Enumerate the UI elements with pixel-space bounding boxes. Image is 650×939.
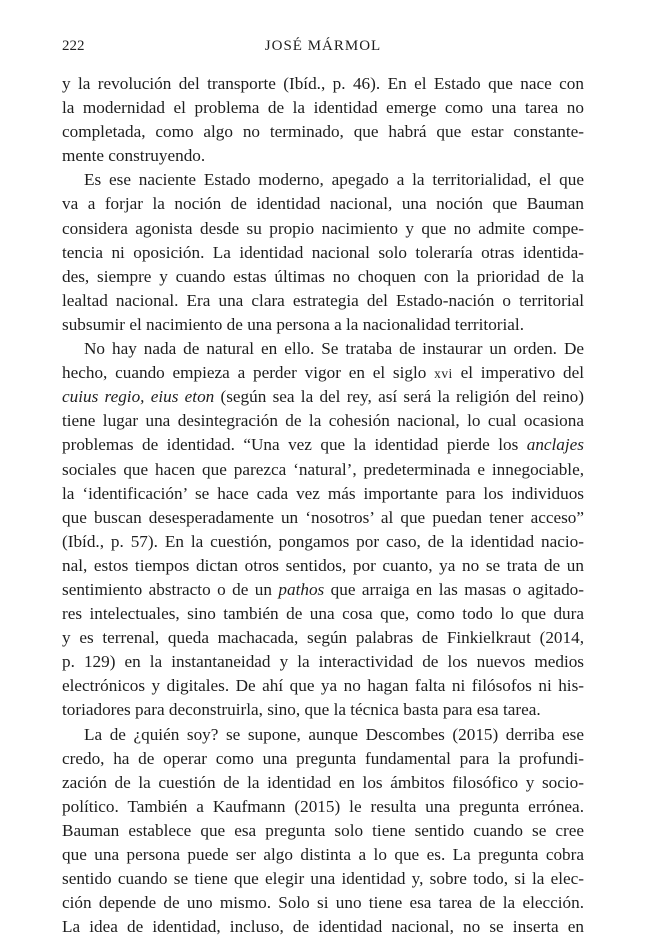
running-head-author: JOSÉ MÁRMOL bbox=[264, 38, 382, 54]
text-line: que buscan desesperadamente un ‘nosotros’ al que puedan tener acceso” bbox=[62, 507, 584, 527]
page-number: 222 bbox=[62, 38, 85, 54]
running-head bbox=[62, 36, 584, 56]
paragraph bbox=[62, 168, 584, 337]
text-line: toriadores para deconstruirla, sino, que la técnica basta para esa tarea. bbox=[62, 700, 541, 720]
text-line: completada, como algo no terminado, que habrá que estar constante- bbox=[62, 122, 584, 142]
text-line: va a forjar la noción de identidad nacional, una noción que Bauman bbox=[62, 194, 584, 214]
text-line: res intelectuales, sino también de una cosa que, como todo lo que dura bbox=[62, 604, 584, 624]
text-line: político. También a Kaufmann (2015) le resulta una pregunta errónea. bbox=[62, 796, 584, 816]
text-line: electrónicos y digitales. De ahí que ya no hagan falta ni filósofos ni his- bbox=[62, 676, 584, 696]
text-line: des, siempre y cuando estas últimas no choquen con la prioridad de la bbox=[62, 266, 584, 286]
text-line: La de ¿quién soy? se supone, aunque Descombes (2015) derriba ese bbox=[84, 724, 584, 744]
paragraph bbox=[62, 337, 584, 723]
text-line: y es terrenal, queda machacada, según palabras de Finkielkraut (2014, bbox=[62, 628, 584, 648]
body-text bbox=[62, 72, 584, 939]
text-line: Bauman establece que esa pregunta solo tiene sentido cuando se cree bbox=[62, 820, 584, 840]
text-line: Es ese naciente Estado moderno, apegado a la territorialidad, el que bbox=[84, 170, 584, 190]
text-line: subsumir el nacimiento de una persona a la nacionalidad territorial. bbox=[62, 314, 524, 334]
text-line: y la revolución del transporte (Ibíd., p. 46). En el Estado que nace con bbox=[62, 74, 584, 93]
paragraph bbox=[62, 723, 584, 939]
text-line: que una persona puede ser algo distinta a lo que es. La pregunta cobra bbox=[62, 845, 584, 864]
text-line: la ‘identificación’ se hace cada vez más importante para los individuos bbox=[62, 483, 584, 503]
text-line: ción depende de uno mismo. Solo si uno tiene esa tarea de la elección. bbox=[62, 893, 584, 913]
text-line: hecho, cuando empieza a perder vigor en el siglo xvi el imperativo del bbox=[62, 363, 584, 383]
text-line: problemas de identidad. “Una vez que la identidad pierde los anclajes bbox=[62, 435, 584, 455]
text-line: tiene lugar una desintegración de la cohesión nacional, lo cual ocasiona bbox=[62, 411, 584, 431]
text-line: (Ibíd., p. 57). En la cuestión, pongamos por caso, de la identidad nacio- bbox=[62, 531, 584, 551]
text-line: sentimiento abstracto o de un pathos que arraiga en las masas o agitado- bbox=[62, 579, 584, 599]
text-line: tencia ni oposición. La identidad nacional solo toleraría otras identida- bbox=[62, 242, 584, 262]
text-line: nal, estos tiempos dictan otros sentidos, por cuanto, ya no se trata de un bbox=[62, 555, 584, 575]
text-line: p. 129) en la instantaneidad y la interactividad de los nuevos medios bbox=[62, 652, 584, 672]
text-line: la modernidad el problema de la identidad emerge como una tarea no bbox=[62, 98, 584, 118]
text-line: La idea de identidad, incluso, de identidad nacional, no se inserta en bbox=[62, 917, 584, 937]
text-line: No hay nada de natural en ello. Se trataba de instaurar un orden. De bbox=[84, 339, 584, 359]
paragraph bbox=[62, 72, 584, 168]
text-line: zación de la cuestión de la identidad en los ámbitos filosófico y socio- bbox=[62, 772, 584, 792]
text-line: sentido cuando se tiene que elegir una identidad y, sobre todo, si la elec- bbox=[62, 869, 584, 889]
text-line: cuius regio, eius eton (según sea la del rey, así será la religión del reino) bbox=[62, 387, 584, 407]
text-line: sociales que hacen que parezca ‘natural’, predeterminada e innegociable, bbox=[62, 459, 584, 479]
text-line: mente construyendo. bbox=[62, 146, 206, 166]
text-line: lealtad nacional. Era una clara estrategia del Estado-nación o territorial bbox=[62, 290, 584, 310]
text-line: credo, ha de operar como una pregunta fundamental para la profundi- bbox=[62, 748, 584, 768]
text-line: considera agonista desde su propio nacimiento y que no admite compe- bbox=[62, 218, 584, 238]
